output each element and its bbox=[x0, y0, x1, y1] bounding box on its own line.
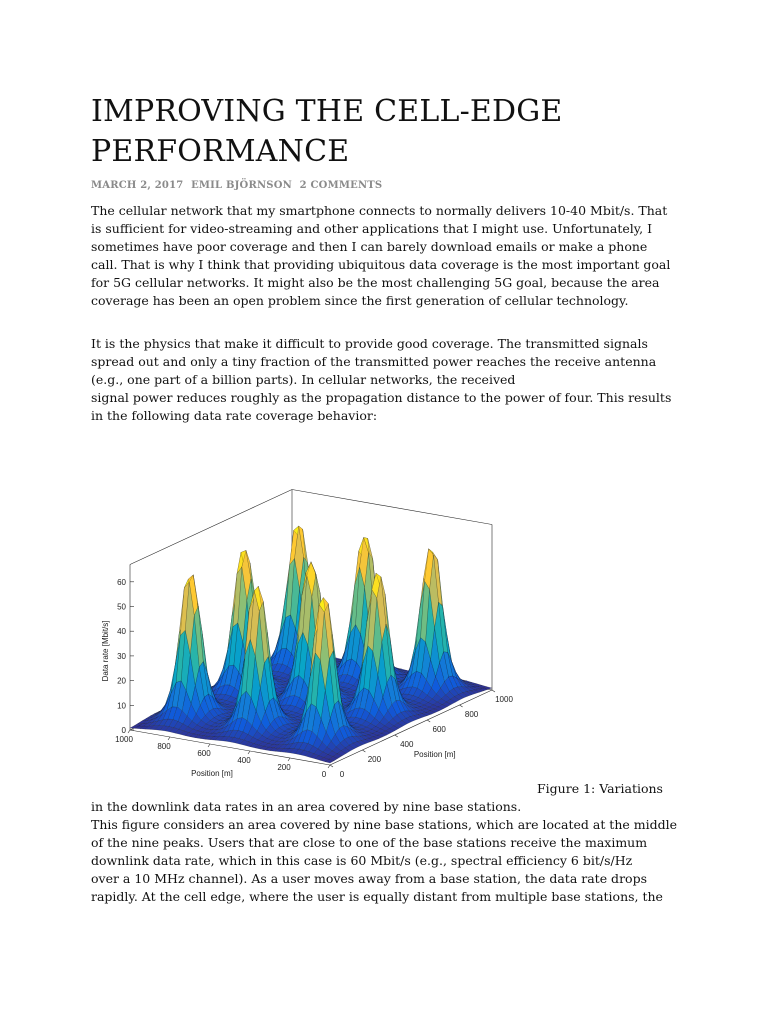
y-tick-label: 400 bbox=[400, 740, 414, 749]
text-line: (e.g., one part of a billion parts). In cellular networks, the received bbox=[91, 372, 516, 387]
title-line: PERFORMANCE bbox=[91, 134, 350, 169]
post-meta bbox=[91, 180, 386, 191]
surface-plot bbox=[101, 478, 530, 779]
axis-line bbox=[492, 690, 495, 692]
text-line: is sufficient for video-streaming and other applications that I might use. Unfortunately, I bbox=[91, 221, 653, 236]
text-line: It is the physics that make it difficult to provide good coverage. The transmitted signals bbox=[91, 336, 648, 351]
z-tick-label: 40 bbox=[117, 627, 126, 637]
x-tick-label: 400 bbox=[237, 756, 251, 765]
x-tick-label: 200 bbox=[277, 763, 291, 772]
post-author[interactable]: EMIL BJÖRNSON bbox=[191, 180, 292, 191]
z-tick-label: 20 bbox=[117, 676, 126, 686]
text-line: downlink data rate, which in this case is 60 Mbit/s (e.g., spectral efficiency 6 bit/s/Hz bbox=[91, 853, 633, 868]
axis-line bbox=[395, 735, 398, 737]
axis-line bbox=[427, 720, 430, 722]
post-date[interactable]: MARCH 2, 2017 bbox=[91, 180, 184, 191]
z-tick-label: 10 bbox=[117, 701, 126, 711]
text-line: spread out and only a tiny fraction of the transmitted power reaches the receive antenna bbox=[91, 354, 657, 369]
text-line: rapidly. At the cell edge, where the user is equally distant from multiple base stations, the bbox=[91, 889, 663, 904]
figure-caption: Figure 1: Variations bbox=[537, 781, 663, 796]
z-tick-label: 30 bbox=[117, 651, 126, 661]
x-tick-label: 1000 bbox=[115, 735, 133, 744]
axis-line bbox=[130, 490, 292, 565]
axis-line bbox=[460, 705, 463, 707]
y-tick-label: 600 bbox=[432, 725, 446, 734]
text-line: for 5G cellular networks. It might also be the most challenging 5G goal, because the area bbox=[91, 275, 660, 290]
axis-line bbox=[168, 737, 170, 740]
axis-line bbox=[248, 751, 250, 754]
text-line: of the nine peaks. Users that are close to one of the base stations receive the maximum bbox=[91, 835, 648, 850]
paragraph-1 bbox=[91, 202, 691, 310]
y-tick-label: 0 bbox=[339, 770, 345, 779]
x-axis-label: Position [m] bbox=[191, 768, 233, 778]
text-line: sometimes have poor coverage and then I can barely download emails or make a phone bbox=[91, 239, 648, 254]
text-line: over a 10 MHz channel). As a user moves away from a base station, the data rate drops bbox=[91, 871, 647, 886]
text-line: signal power reduces roughly as the propagation distance to the power of four. This results bbox=[91, 390, 672, 405]
text-line: The cellular network that my smartphone connects to normally delivers 10-40 Mbit/s. That bbox=[91, 203, 668, 218]
z-tick-label: 50 bbox=[117, 602, 126, 612]
axis-line bbox=[208, 744, 210, 747]
x-tick-label: 600 bbox=[197, 749, 211, 758]
x-tick-label: 0 bbox=[321, 770, 327, 779]
axis-line bbox=[292, 490, 492, 525]
axis-line bbox=[362, 750, 365, 752]
axis-line bbox=[328, 765, 330, 768]
paragraph-3 bbox=[91, 798, 691, 906]
z-tick-label: 0 bbox=[121, 726, 126, 735]
text-line: call. That is why I think that providing ubiquitous data coverage is the most important goal bbox=[91, 257, 671, 272]
y-axis-label: Position [m] bbox=[413, 750, 456, 759]
z-tick-label: 60 bbox=[117, 577, 126, 587]
y-tick-label: 200 bbox=[367, 755, 382, 764]
x-tick-label: 800 bbox=[157, 742, 171, 751]
title-line: IMPROVING THE CELL-EDGE bbox=[91, 94, 563, 129]
paragraph-2 bbox=[91, 335, 691, 425]
text-line: in the downlink data rates in an area covered by nine base stations. bbox=[91, 799, 522, 814]
article-title bbox=[91, 92, 691, 172]
y-tick-label: 800 bbox=[464, 710, 479, 719]
text-line: This figure considers an area covered by nine base stations, which are located at the middle bbox=[91, 817, 678, 832]
axis-line bbox=[288, 758, 290, 761]
axis-line bbox=[330, 765, 333, 767]
post-comments[interactable]: 2 COMMENTS bbox=[299, 180, 383, 191]
axis-line bbox=[128, 730, 130, 733]
text-line: coverage has been an open problem since the first generation of cellular technology. bbox=[91, 293, 629, 308]
z-axis-label: Data rate [Mbit/s] bbox=[101, 620, 110, 682]
coverage-surface-figure bbox=[101, 478, 530, 779]
text-line: in the following data rate coverage behavior: bbox=[91, 408, 378, 423]
y-tick-label: 1000 bbox=[495, 695, 513, 704]
